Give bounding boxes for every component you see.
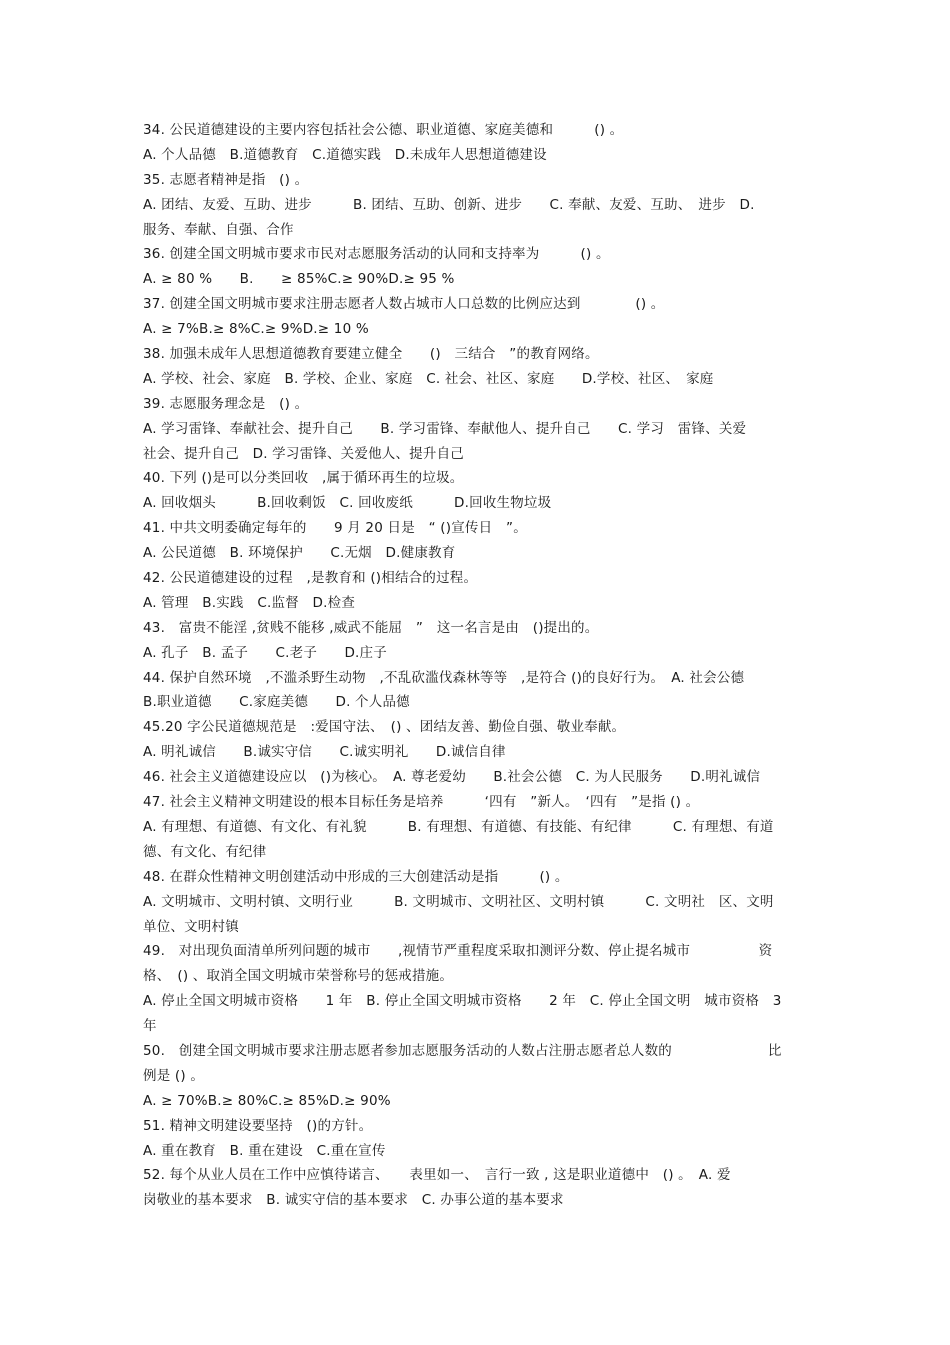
- text-line: 36. 创建全国文明城市要求市民对志愿服务活动的认同和支持率为 () 。: [143, 246, 610, 263]
- text-line: 社会、提升自己 D. 学习雷锋、关爱他人、提升自己: [143, 445, 464, 462]
- text-line: 单位、文明村镇: [143, 918, 239, 935]
- text-line: 岗敬业的基本要求 B. 诚实守信的基本要求 C. 办事公道的基本要求: [143, 1192, 564, 1209]
- text-line: 45.20 字公民道德规范是 :爱国守法、 () 、团结友善、勤俭自强、敬业奉献。: [143, 719, 626, 736]
- text-line: A. 管理 B.实践 C.监督 D.检查: [143, 594, 356, 611]
- text-line: 48. 在群众性精神文明创建活动中形成的三大创建活动是指 () 。: [143, 868, 569, 885]
- text-line: 51. 精神文明建设要坚持 ()的方针。: [143, 1117, 373, 1134]
- text-line: A. 孔子 B. 孟子 C.老子 D.庄子: [143, 644, 387, 661]
- text-line: A. 重在教育 B. 重在建设 C.重在宣传: [143, 1142, 386, 1159]
- text-line: A. 明礼诚信 B.诚实守信 C.诚实明礼 D.诚信自律: [143, 744, 506, 761]
- text-line: 49. 对出现负面清单所列问题的城市 ,视情节严重程度采取扣测评分数、停止提名城市 资: [143, 943, 773, 960]
- text-line: 格、 () 、取消全国文明城市荣誉称号的惩戒措施。: [143, 968, 454, 985]
- text-line: 例是 () 。: [143, 1067, 205, 1084]
- text-line: 41. 中共文明委确定每年的 9 月 20 日是 “ ()宣传日 ”。: [143, 520, 527, 537]
- text-line: A. ≥ 80 % B. ≥ 85%C.≥ 90%D.≥ 95 %: [143, 271, 455, 288]
- text-line: B.职业道德 C.家庭美德 D. 个人品德: [143, 694, 410, 711]
- text-line: 50. 创建全国文明城市要求注册志愿者参加志愿服务活动的人数占注册志愿者总人数的 比: [143, 1042, 782, 1059]
- text-line: 34. 公民道德建设的主要内容包括社会公德、职业道德、家庭美德和 () 。: [143, 122, 624, 138]
- text-line: A. 个人品德 B.道德教育 C.道德实践 D.未成年人思想道德建设: [143, 146, 547, 163]
- text-line: A. 团结、友爱、互助、进步 B. 团结、互助、创新、进步 C. 奉献、友爱、互助、 进步 D.: [143, 196, 755, 213]
- text-line: A. 学习雷锋、奉献社会、提升自己 B. 学习雷锋、奉献他人、提升自己 C. 学习 雷锋、关爱: [143, 420, 747, 437]
- text-line: A. 回收烟头 B.回收剩饭 C. 回收废纸 D.回收生物垃圾: [143, 495, 552, 512]
- text-line: A. 文明城市、文明村镇、文明行业 B. 文明城市、文明社区、文明村镇 C. 文明社 区、文明: [143, 893, 774, 910]
- text-line: 52. 每个从业人员在工作中应慎待诺言、 表里如一、 言行一致 , 这是职业道德中 () 。 A. 爱: [143, 1167, 731, 1184]
- text-line: 年: [143, 1018, 157, 1035]
- text-line: 38. 加强未成年人思想道德教育要建立健全 () 三结合 ”的教育网络。: [143, 346, 599, 363]
- text-line: 44. 保护自然环境 ,不滥杀野生动物 ,不乱砍滥伐森林等等 ,是符合 ()的良好行为。 A. 社会公德: [143, 669, 745, 686]
- text-line: A. 有理想、有道德、有文化、有礼貌 B. 有理想、有道德、有技能、有纪律 C. 有理想、有道: [143, 818, 774, 835]
- text-line: A. 学校、社会、家庭 B. 学校、企业、家庭 C. 社会、社区、家庭 D.学校、社区、 家庭: [143, 370, 714, 387]
- text-line: 46. 社会主义道德建设应以 ()为核心。 A. 尊老爱幼 B.社会公德 C. 为人民服务 D.明礼诚信: [143, 769, 761, 786]
- text-line: 43. 富贵不能淫 ,贫贱不能移 ,威武不能屈 ” 这一名言是由 ()提出的。: [143, 619, 599, 636]
- text-line: 39. 志愿服务理念是 () 。: [143, 395, 309, 412]
- document-page: [143, 118, 807, 1213]
- text-line: 47. 社会主义精神文明建设的根本目标任务是培养 ‘四有 ”新人。 ‘四有 ”是指 () 。: [143, 794, 700, 811]
- text-line: 40. 下列 ()是可以分类回收 ,属于循环再生的垃圾。: [143, 470, 464, 487]
- text-line: 德、有文化、有纪律: [143, 843, 267, 860]
- text-line: A. ≥ 70%B.≥ 80%C.≥ 85%D.≥ 90%: [143, 1092, 391, 1109]
- text-line: A. 停止全国文明城市资格 1 年 B. 停止全国文明城市资格 2 年 C. 停止全国文明 城市资格 3: [143, 993, 782, 1010]
- text-line: A. ≥ 7%B.≥ 8%C.≥ 9%D.≥ 10 %: [143, 321, 369, 338]
- text-line: 服务、奉献、自强、合作: [143, 221, 294, 238]
- text-line: 37. 创建全国文明城市要求注册志愿者人数占城市人口总数的比例应达到 () 。: [143, 296, 665, 313]
- text-line: A. 公民道德 B. 环境保护 C.无烟 D.健康教育: [143, 545, 456, 562]
- text-line: 35. 志愿者精神是指 () 。: [143, 171, 309, 188]
- text-line: 42. 公民道德建设的过程 ,是教育和 ()相结合的过程。: [143, 570, 478, 587]
